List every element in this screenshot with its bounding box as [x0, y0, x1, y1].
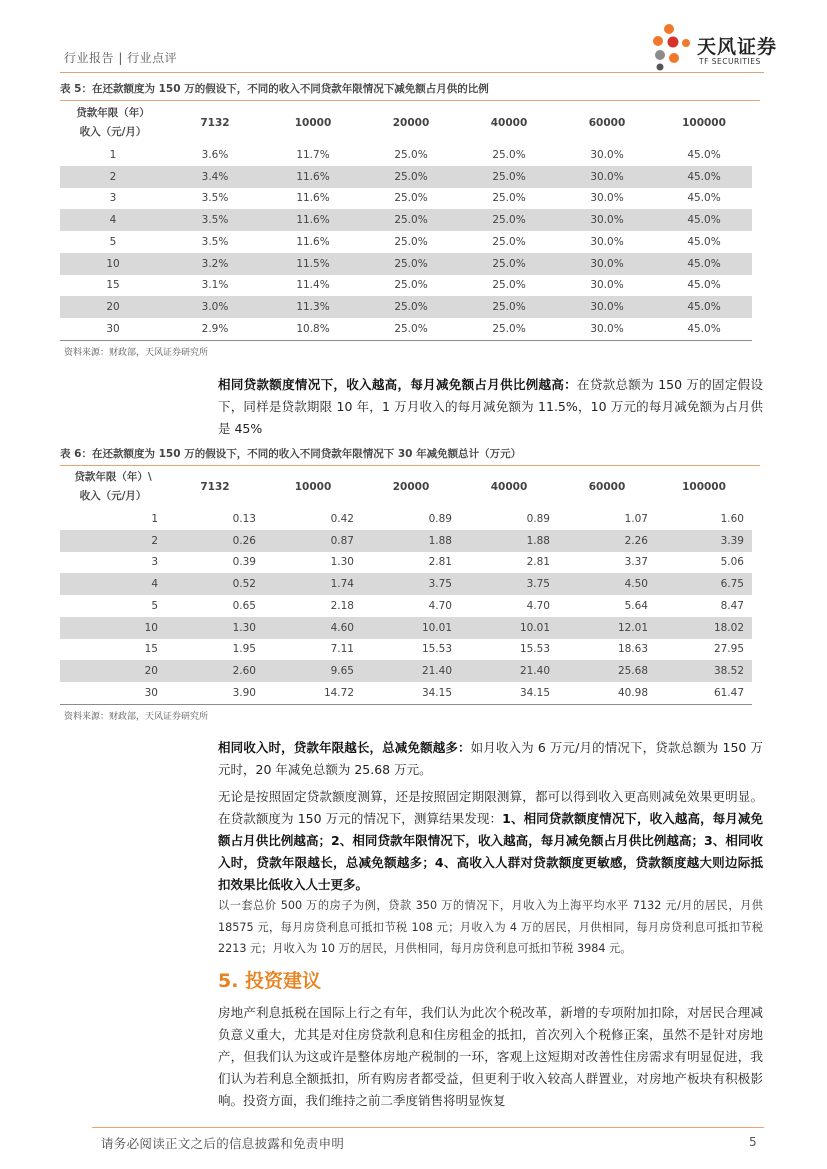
table-cell: 38.52	[656, 660, 752, 682]
table-cell: 21.40	[460, 660, 558, 682]
table-cell: 40.98	[558, 682, 656, 704]
row-label: 10	[60, 253, 166, 275]
row-label: 3	[109, 192, 117, 205]
row-label: 5	[151, 599, 158, 612]
logo-dot	[653, 36, 663, 46]
header-divider	[60, 72, 764, 73]
table-row	[60, 231, 752, 253]
table-row	[60, 296, 752, 318]
logo-dot	[668, 37, 679, 48]
table-cell: 45.0%	[687, 148, 721, 161]
table-row	[60, 508, 752, 530]
table-cell: 3.2%	[166, 253, 264, 275]
logo-dot	[657, 64, 664, 71]
column-header: 100000	[682, 116, 726, 129]
table-cell: 15.53	[519, 643, 550, 656]
row-label: 2	[60, 530, 166, 552]
column-header: 40000	[490, 481, 528, 493]
table-cell: 11.4%	[296, 279, 330, 292]
column-header: 7132	[200, 116, 230, 129]
table-cell: 30.0%	[558, 166, 656, 188]
table-cell: 18.02	[656, 617, 752, 639]
paragraph-text: 以一套总价 500 万的房子为例，贷款 350 万的情况下，月收入为上海平均水平 7132 元/月的居民，月供 18575 元，每月房贷利息可抵扣节税 108 元；月收入为 4 万的居民，月供相同，每月房贷利息可抵扣节税 2213 元；月收入为 10 万的居民，月供相同，每月房贷利息可抵扣节税 3984 元。	[218, 899, 763, 955]
table-cell: 11.3%	[264, 296, 362, 318]
table-cell: 30.0%	[590, 148, 624, 161]
table-row	[60, 682, 752, 704]
row-label: 3	[151, 556, 158, 569]
table-cell: 3.75	[460, 573, 558, 595]
header-line: 贷款年限（年）	[76, 106, 150, 119]
row-label: 1	[151, 512, 158, 525]
table-cell: 25.0%	[362, 253, 460, 275]
logo-dot	[669, 53, 679, 63]
row-label: 15	[144, 643, 158, 656]
header-line: 收入（元/月）	[79, 125, 147, 138]
table-cell: 0.87	[264, 530, 362, 552]
table-cell: 25.0%	[362, 296, 460, 318]
row-label: 15	[106, 279, 120, 292]
table-cell: 34.15	[460, 682, 558, 704]
table-cell: 30.0%	[590, 235, 624, 248]
paragraph	[218, 895, 763, 960]
table-cell: 6.75	[656, 573, 752, 595]
table-cell: 7.11	[330, 643, 354, 656]
table-cell: 1.88	[362, 530, 460, 552]
logo-name: 天风证券	[697, 36, 778, 58]
table-cell: 30.0%	[558, 209, 656, 231]
table-row	[60, 617, 752, 639]
column-header: 20000	[392, 116, 430, 129]
table-cell: 45.0%	[687, 235, 721, 248]
table-row	[60, 318, 752, 340]
table-cell: 27.95	[713, 643, 744, 656]
table-cell: 25.0%	[394, 192, 428, 205]
table-cell: 15.53	[421, 643, 452, 656]
table-cell: 0.89	[526, 512, 550, 525]
table-cell: 1.07	[624, 512, 648, 525]
table-cell: 25.0%	[394, 148, 428, 161]
table-cell: 14.72	[264, 682, 362, 704]
table-cell: 25.0%	[362, 209, 460, 231]
table-cell: 2.81	[526, 556, 550, 569]
table-cell: 25.0%	[394, 235, 428, 248]
table-cell: 2.26	[558, 530, 656, 552]
table-cell: 5.64	[624, 599, 648, 612]
footer-disclaimer: 请务必阅读正文之后的信息披露和免责申明	[101, 1136, 345, 1151]
table-row	[60, 144, 752, 166]
table6	[60, 466, 752, 705]
table-cell: 12.01	[558, 617, 656, 639]
table-cell: 30.0%	[558, 296, 656, 318]
logo-subtitle: TF SECURITIES	[699, 57, 761, 66]
column-header: 40000	[490, 116, 528, 129]
table-cell: 45.0%	[656, 209, 752, 231]
page-number: 5	[749, 1135, 757, 1149]
paragraph-bold: 相同贷款额度情况下，收入越高，每月减免额占月供比例越高：	[218, 377, 577, 392]
column-header: 7132	[200, 481, 230, 493]
paragraph-text: 无论是按照固定贷款额度测算，还是按照固定期限测算，都可以得到收入更高则减免效果更明显。在贷款额度为 150 万元的情况下，测算结果发现：	[218, 789, 763, 826]
table-row	[60, 166, 752, 188]
table6-corner-header	[60, 466, 166, 508]
table-cell: 0.52	[166, 573, 264, 595]
table-row	[60, 530, 752, 552]
table-cell: 18.63	[617, 643, 648, 656]
section-title: 5. 投资建议	[218, 970, 322, 992]
table-cell: 45.0%	[656, 166, 752, 188]
table-cell: 11.7%	[296, 148, 330, 161]
table-row	[60, 639, 752, 661]
table-cell: 1.60	[720, 512, 744, 525]
table-cell: 1.30	[166, 617, 264, 639]
table-cell: 10.8%	[264, 318, 362, 340]
table-cell: 45.0%	[656, 253, 752, 275]
table-row	[60, 552, 752, 574]
table-cell: 25.68	[558, 660, 656, 682]
table-cell: 3.39	[656, 530, 752, 552]
table-cell: 25.0%	[362, 318, 460, 340]
column-header: 60000	[588, 116, 626, 129]
table-cell: 0.39	[232, 556, 256, 569]
table-cell: 11.6%	[264, 166, 362, 188]
table-cell: 25.0%	[492, 148, 526, 161]
column-header: 20000	[392, 481, 430, 493]
table-row	[60, 188, 752, 210]
table6-source: 资料来源：财政部，天风证券研究所	[64, 712, 209, 722]
table5	[60, 101, 752, 341]
row-label: 4	[60, 573, 166, 595]
table-cell: 0.42	[330, 512, 354, 525]
row-label: 5	[109, 235, 117, 248]
table-row	[60, 209, 752, 231]
table-cell: 3.0%	[166, 296, 264, 318]
table-cell: 45.0%	[656, 318, 752, 340]
paragraph-text: 如月收入为 6 万元/月的情况下，贷款总额为 150 万元时，20 年减免总额为 25.68 万元。	[218, 740, 763, 777]
logo-dot	[664, 24, 674, 34]
table-cell: 4.70	[526, 599, 550, 612]
table-cell: 25.0%	[394, 279, 428, 292]
table-cell: 30.0%	[558, 253, 656, 275]
paragraph	[218, 737, 763, 781]
table-cell: 25.0%	[460, 209, 558, 231]
table-cell: 11.5%	[264, 253, 362, 275]
table-cell: 3.90	[166, 682, 264, 704]
logo-dot	[682, 39, 690, 47]
row-label: 20	[60, 660, 166, 682]
table-cell: 25.0%	[492, 192, 526, 205]
table-cell: 2.81	[428, 556, 452, 569]
table5-caption: 表 5：在还款额度为 150 万的假设下，不同的收入不同贷款年限情况下减免额占月供的比例	[60, 81, 760, 101]
table-row	[60, 595, 752, 617]
table-cell: 1.95	[232, 643, 256, 656]
header-line: 贷款年限（年）\	[74, 471, 152, 483]
table-cell: 3.5%	[201, 235, 229, 248]
row-label: 4	[60, 209, 166, 231]
table-cell: 30.0%	[590, 279, 624, 292]
paragraph-text: 在贷款总额为 150 万的固定假设下，同样是贷款期限 10 年，1 万月收入的每月减免额为 11.5%，10 万元的每月减免额为占月供是 45%	[218, 377, 763, 436]
table-cell: 10.01	[362, 617, 460, 639]
table-cell: 25.0%	[460, 253, 558, 275]
tf-logo-icon	[648, 22, 694, 72]
header-breadcrumb: 行业报告 | 行业点评	[64, 51, 178, 65]
table-cell: 2.60	[166, 660, 264, 682]
table-cell: 0.13	[232, 512, 256, 525]
column-header: 10000	[294, 116, 332, 129]
table5-source: 资料来源：财政部，天风证券研究所	[64, 348, 209, 358]
table-cell: 1.30	[330, 556, 354, 569]
table-cell: 1.74	[264, 573, 362, 595]
table-cell: 3.5%	[201, 192, 229, 205]
paragraph	[218, 1002, 763, 1112]
table-cell: 2.18	[330, 599, 354, 612]
table-cell: 0.65	[232, 599, 256, 612]
row-label: 10	[60, 617, 166, 639]
row-label: 20	[60, 296, 166, 318]
table-cell: 10.01	[460, 617, 558, 639]
table-cell: 25.0%	[362, 166, 460, 188]
table-cell: 5.06	[720, 556, 744, 569]
table-row	[60, 660, 752, 682]
paragraph-text: 房地产利息抵税在国际上行之有年，我们认为此次个税改革，新增的专项附加扣除，对居民合理减负意义重大，尤其是对住房贷款利息和住房租金的抵扣，首次列入个税修正案，虽然不是针对房地产，但我们认为这或许是整体房地产税制的一环，客观上这短期对改善性住房需求有明显促进，我们认为若利息全额抵扣，所有购房者都受益，但更利于收入较高人群置业，对房地产板块有积极影响。投资方面，我们维持之前二季度销售将明显恢复	[218, 1005, 763, 1108]
table-cell: 21.40	[362, 660, 460, 682]
table-cell: 11.6%	[264, 209, 362, 231]
table-cell: 3.5%	[166, 209, 264, 231]
table-cell: 25.0%	[492, 279, 526, 292]
table-cell: 2.9%	[166, 318, 264, 340]
table-row	[60, 275, 752, 297]
table-cell: 11.6%	[296, 192, 330, 205]
table-cell: 8.47	[720, 599, 744, 612]
row-label: 30	[60, 682, 166, 704]
table-cell: 3.37	[624, 556, 648, 569]
table-cell: 9.65	[264, 660, 362, 682]
table-cell: 11.6%	[296, 235, 330, 248]
table-cell: 45.0%	[687, 192, 721, 205]
header-line: 收入（元/月）	[79, 490, 147, 502]
table-cell: 25.0%	[492, 235, 526, 248]
paragraph	[218, 786, 763, 896]
row-label: 2	[60, 166, 166, 188]
table-cell: 4.60	[264, 617, 362, 639]
table-row	[60, 573, 752, 595]
table-cell: 30.0%	[558, 318, 656, 340]
table-cell: 3.1%	[201, 279, 229, 292]
logo-dot	[655, 50, 665, 60]
table-cell: 25.0%	[460, 166, 558, 188]
paragraph-bold: 1、相同贷款额度情况下，收入越高，每月减免额占月供比例越高；2、相同贷款年限情况下，收入越高，每月减免额占月供比例越高；3、相同收入时，贷款年限越长，总减免额越多；4、高收入人群对贷款额度更敏感，贷款额度越大则边际抵扣效果比低收入人士更多。	[218, 811, 763, 892]
table-cell: 30.0%	[590, 192, 624, 205]
table6-caption: 表 6：在还款额度为 150 万的假设下，不同的收入不同贷款年限情况下 30 年减免额总计（万元）	[60, 446, 760, 466]
table-cell: 4.70	[428, 599, 452, 612]
table-row	[60, 253, 752, 275]
paragraph	[218, 374, 763, 440]
row-label: 30	[60, 318, 166, 340]
table-cell: 0.26	[166, 530, 264, 552]
table-cell: 45.0%	[687, 279, 721, 292]
table-cell: 61.47	[656, 682, 752, 704]
table-cell: 0.89	[428, 512, 452, 525]
paragraph-bold: 相同收入时，贷款年限越长，总减免额越多：	[218, 740, 471, 755]
table-cell: 34.15	[362, 682, 460, 704]
table-cell: 25.0%	[460, 318, 558, 340]
table-cell: 3.75	[362, 573, 460, 595]
table-cell: 4.50	[558, 573, 656, 595]
column-header: 60000	[588, 481, 626, 493]
column-header: 10000	[294, 481, 332, 493]
table-cell: 1.88	[460, 530, 558, 552]
table-cell: 3.4%	[166, 166, 264, 188]
table-cell: 25.0%	[460, 296, 558, 318]
row-label: 1	[109, 148, 117, 161]
table-cell: 3.6%	[201, 148, 229, 161]
table-cell: 45.0%	[656, 296, 752, 318]
footer-divider	[92, 1127, 764, 1128]
table5-corner-header	[60, 101, 166, 144]
column-header: 100000	[682, 481, 726, 493]
